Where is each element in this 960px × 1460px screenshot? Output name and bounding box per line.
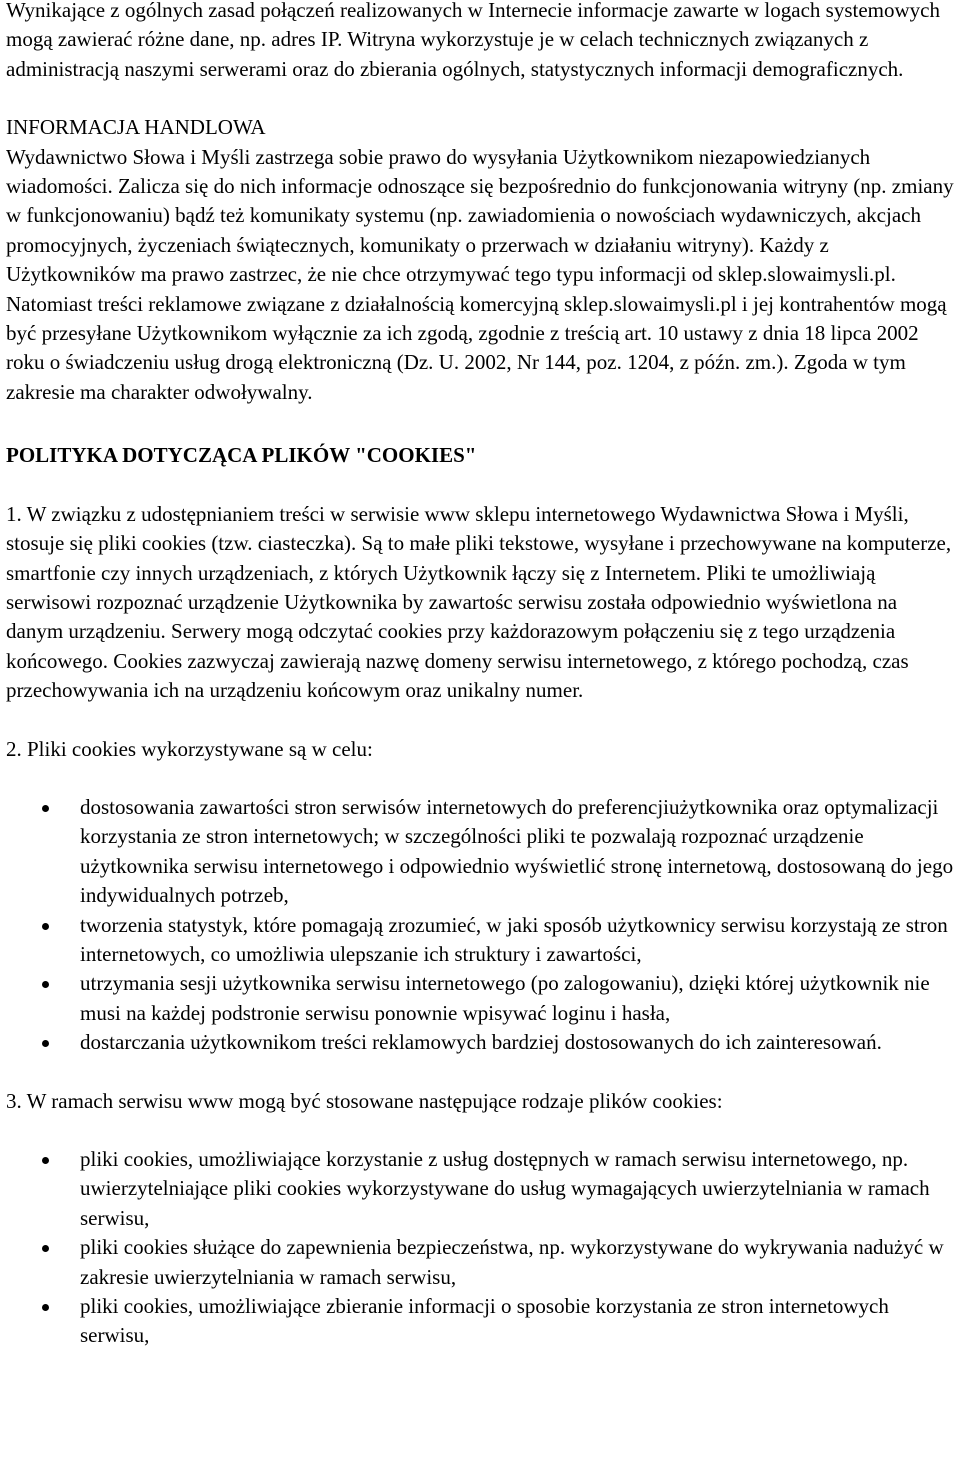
list-item (6, 911, 956, 970)
commercial-paragraph: Wydawnictwo Słowa i Myśli zastrzega sobie prawo do wysyłania Użytkownikom niezapowiedzianych wiadomości. Zalicza się do nich informacje odnoszące się bezpośrednio do funkcjonowania witryny (np. zmiany w funkcjonowaniu) bądź też komunikaty systemu (np. zawiadomienia o nowościach wydawniczych, akcjach promocyjnych, życzeniach świątecznych, komunikaty o przerwach w działaniu witryny). Każdy z Użytkowników ma prawo zastrzec, że nie chce otrzymywać tego typu informacji od sklep.slowaimysli.pl. Natomiast treści reklamowe związane z działalnością komercyjną sklep.slowaimysli.pl i jej kontrahentów mogą być przesyłane Użytkownikom wyłącznie za ich zgodą, zgodnie z treścią art. 10 ustawy z dnia 18 lipca 2002 roku o świadczeniu usług drogą elektroniczną (Dz. U. 2002, Nr 144, poz. 1204, z późn. zm.). Zgoda w tym zakresie ma charakter odwoływalny. (6, 144, 954, 404)
list-item-text: pliki cookies, umożliwiające zbieranie informacji o sposobie korzystania ze stron internetowych serwisu, (80, 1294, 889, 1348)
spacer (6, 407, 956, 441)
cookies-heading: POLITYKA DOTYCZĄCA PLIKÓW "COOKIES" (6, 443, 477, 468)
list-item (6, 793, 956, 911)
spacer (6, 764, 956, 793)
bullet-icon (42, 805, 49, 812)
spacer (6, 84, 956, 113)
list-item (6, 1028, 956, 1057)
list-item-text: tworzenia statystyk, które pomagają zrozumieć, w jaki sposób użytkownicy serwisu korzystają ze stron internetowych, co umożliwia ulepszanie ich struktury i zawartości, (80, 912, 948, 966)
bullet-icon (42, 1304, 49, 1311)
list-item (6, 1233, 956, 1292)
bullet-icon (42, 1245, 49, 1252)
list-item (6, 969, 956, 1028)
cookies-point-3: 3. W ramach serwisu www mogą być stosowane następujące rodzaje plików cookies: (6, 1088, 723, 1113)
cookies-purpose-list (6, 793, 956, 1058)
list-item-text: dostarczania użytkownikom treści reklamowych bardziej dostosowanych do ich zainteresowań. (80, 1030, 882, 1055)
spacer (6, 1116, 956, 1145)
list-item (6, 1292, 956, 1351)
bullet-icon (42, 981, 49, 988)
cookies-types-list (6, 1145, 956, 1351)
spacer (6, 706, 956, 735)
list-item-text: utrzymania sesji użytkownika serwisu internetowego (po zalogowaniu), dzięki której użytkownik nie musi na każdej podstronie serwisu ponownie wpisywać loginu i hasła, (80, 971, 930, 1025)
commercial-heading: INFORMACJA HANDLOWA (6, 115, 266, 140)
list-item-text: pliki cookies służące do zapewnienia bezpieczeństwa, np. wykorzystywane do wykrywania nadużyć w zakresie uwierzytelniania w ramach serwisu, (80, 1235, 944, 1289)
list-item-text: pliki cookies, umożliwiające korzystanie z usług dostępnych w ramach serwisu internetowego, np. uwierzytelniające pliki cookies wykorzystywane do usług wymagających uwierzytelniania w ramach serwisu, (80, 1147, 930, 1230)
bullet-icon (42, 1040, 49, 1047)
bullet-icon (42, 923, 49, 930)
list-item-text: dostosowania zawartości stron serwisów internetowych do preferencjiużytkownika oraz optymalizacji korzystania ze stron internetowych; w szczególności pliki te pozwalają rozpoznać urządzenie użytkownika serwisu internetowego i odpowiednio wyświetlić stronę internetową, dostosowaną do jego indywidualnych potrzeb, (80, 794, 954, 908)
cookies-point-1: 1. W związku z udostępnianiem treści w serwisie www sklepu internetowego Wydawnictwa Słowa i Myśli, stosuje się pliki cookies (tzw. ciasteczka). Są to małe pliki tekstowe, wysyłane i przechowywane na komputerze, smartfonie czy innych urządzeniach, z których Użytkownik łączy się z Internetem. Pliki te umożliwiają serwisowi rozpoznać urządzenie Użytkownika by zawartośc serwisu została odpowiednio wyświetlona na danym urządzeniu. Serwery mogą odczytać cookies przy każdorazowym połączeniu się z tego urządzenia końcowego. Cookies zazwyczaj zawierają nazwę domeny serwisu internetowego, z którego pochodzą, czas przechowywania ich na urządzeniu końcowym oraz unikalny numer. (6, 501, 952, 703)
bullet-icon (42, 1157, 49, 1164)
spacer (6, 1058, 956, 1087)
cookies-point-2: 2. Pliki cookies wykorzystywane są w celu: (6, 736, 373, 761)
intro-paragraph: Wynikające z ogólnych zasad połączeń realizowanych w Internecie informacje zawarte w logach systemowych mogą zawierać różne dane, np. adres IP. Witryna wykorzystuje je w celach technicznych związanych z administracją naszymi serwerami oraz do zbierania ogólnych, statystycznych informacji demograficznych. (6, 0, 940, 81)
spacer (6, 471, 956, 500)
list-item (6, 1145, 956, 1233)
